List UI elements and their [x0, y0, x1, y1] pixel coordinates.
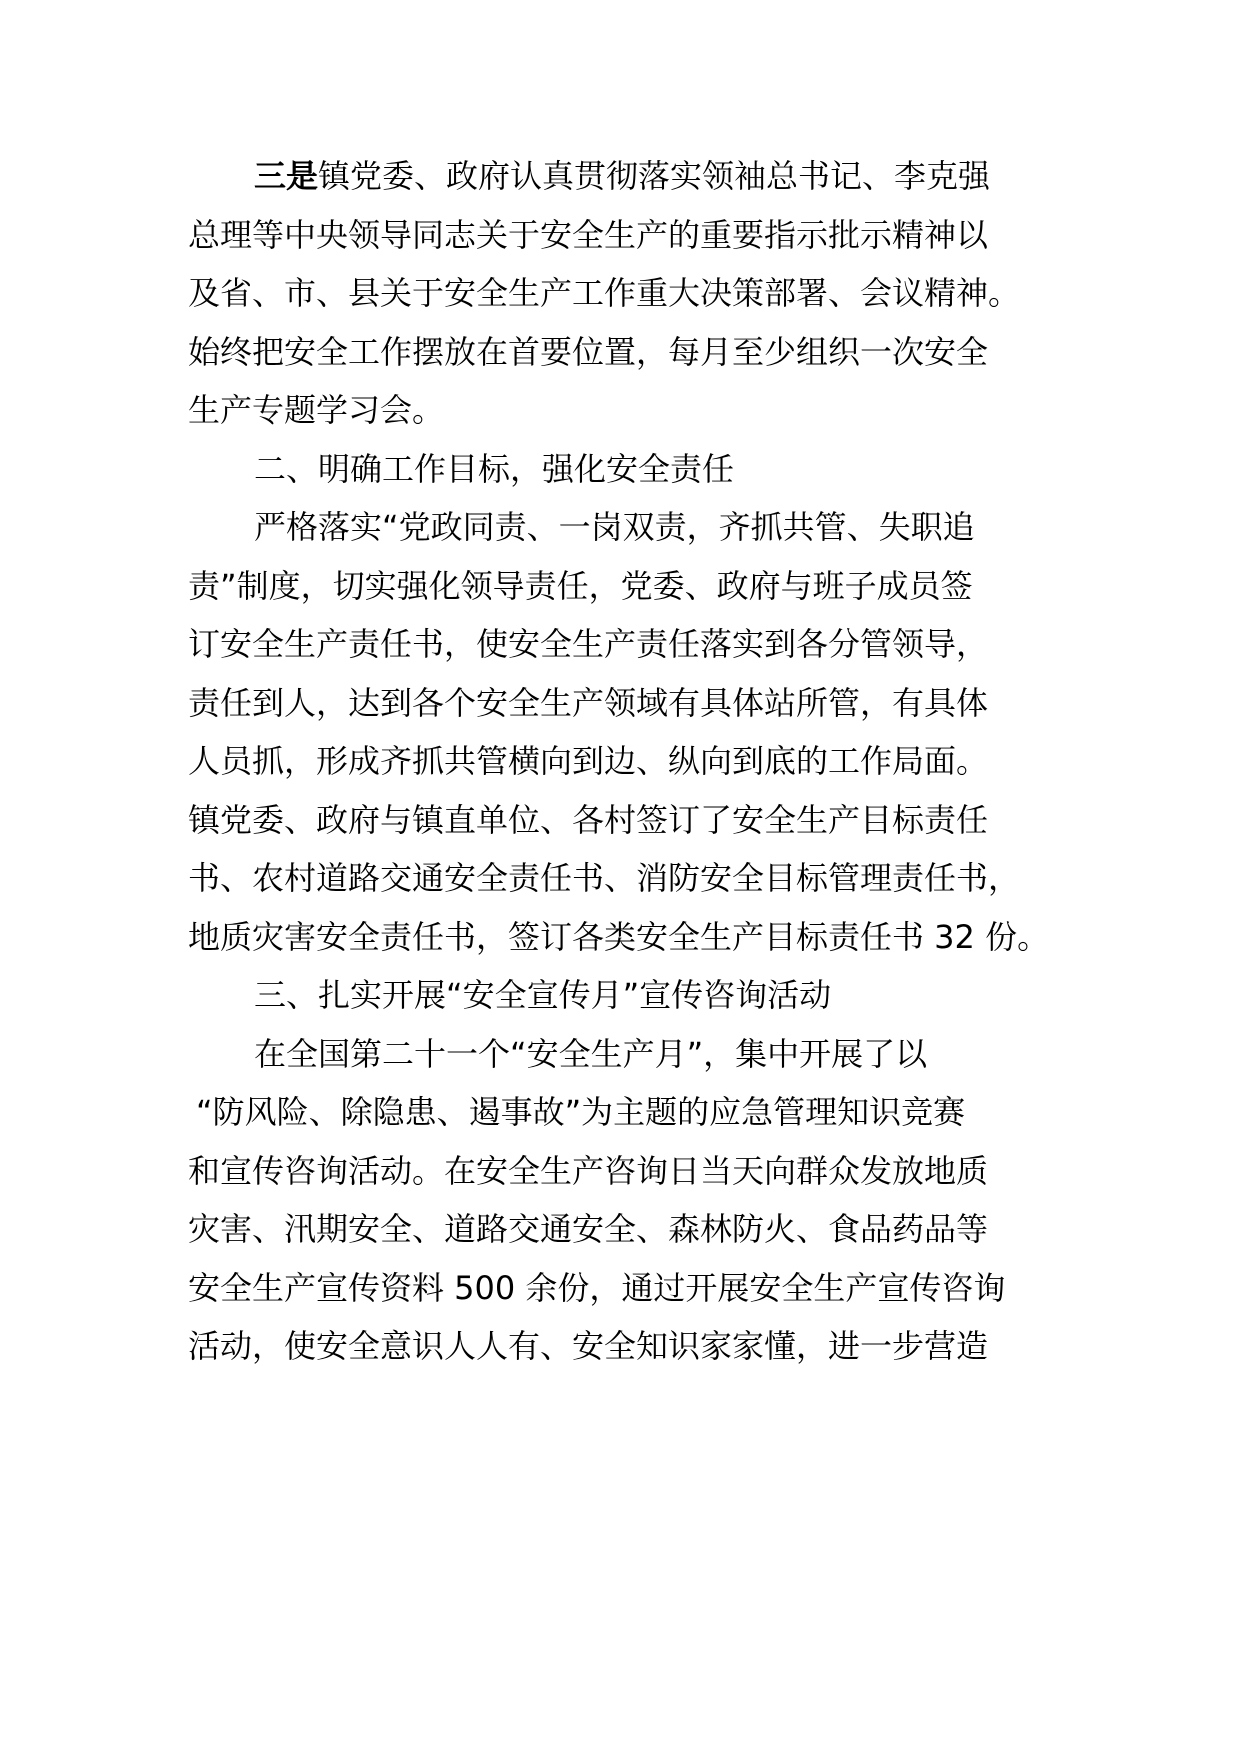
paragraph-line: 活动，使安全意识人人有、安全知识家家懂，进一步营造	[188, 1327, 989, 1365]
section-heading: 三、扎实开展“安全宣传月”宣传咨询活动	[254, 976, 832, 1014]
section-heading: 二、明确工作目标，强化安全责任	[254, 450, 735, 488]
paragraph-line: 责任到人，达到各个安全生产领域有具体站所管，有具体	[188, 684, 989, 722]
paragraph-lead: 三是	[254, 157, 319, 195]
paragraph-line: 生产专题学习会。	[188, 391, 445, 429]
paragraph-line: “防风险、除隐患、遏事故”为主题的应急管理知识竞赛	[196, 1093, 966, 1131]
paragraph-line-text: 镇党委、政府认真贯彻落实领袖总书记、李克强	[318, 157, 991, 195]
paragraph-line: 总理等中央领导同志关于安全生产的重要指示批示精神以	[188, 216, 989, 254]
paragraph-line: 书、农村道路交通安全责任书、消防安全目标管理责任书，	[188, 859, 1021, 897]
paragraph-line: 灾害、汛期安全、道路交通安全、森林防火、食品药品等	[188, 1210, 989, 1248]
paragraph-line: 在全国第二十一个“安全生产月”，集中开展了以	[254, 1035, 928, 1073]
paragraph-line: 人员抓，形成齐抓共管横向到边、纵向到底的工作局面。	[188, 742, 989, 780]
paragraph-line: 镇党委、政府与镇直单位、各村签订了安全生产目标责任	[188, 801, 989, 839]
paragraph-line: 及省、市、县关于安全生产工作重大决策部署、会议精神。	[188, 274, 1021, 312]
paragraph-line: 和宣传咨询活动。在安全生产咨询日当天向群众发放地质	[188, 1152, 989, 1190]
paragraph-line: 安全生产宣传资料 500 余份，通过开展安全生产宣传咨询	[188, 1269, 1006, 1307]
paragraph-line: 始终把安全工作摆放在首要位置，每月至少组织一次安全	[188, 333, 989, 371]
paragraph-line: 订安全生产责任书，使安全生产责任落实到各分管领导，	[188, 625, 989, 663]
paragraph-line: 地质灾害安全责任书，签订各类安全生产目标责任书 32 份。	[188, 918, 1050, 956]
paragraph-line	[254, 154, 1154, 198]
paragraph-line: 责”制度，切实强化领导责任，党委、政府与班子成员签	[188, 567, 973, 605]
paragraph-line: 严格落实“党政同责、一岗双责，齐抓共管、失职追	[254, 508, 975, 546]
